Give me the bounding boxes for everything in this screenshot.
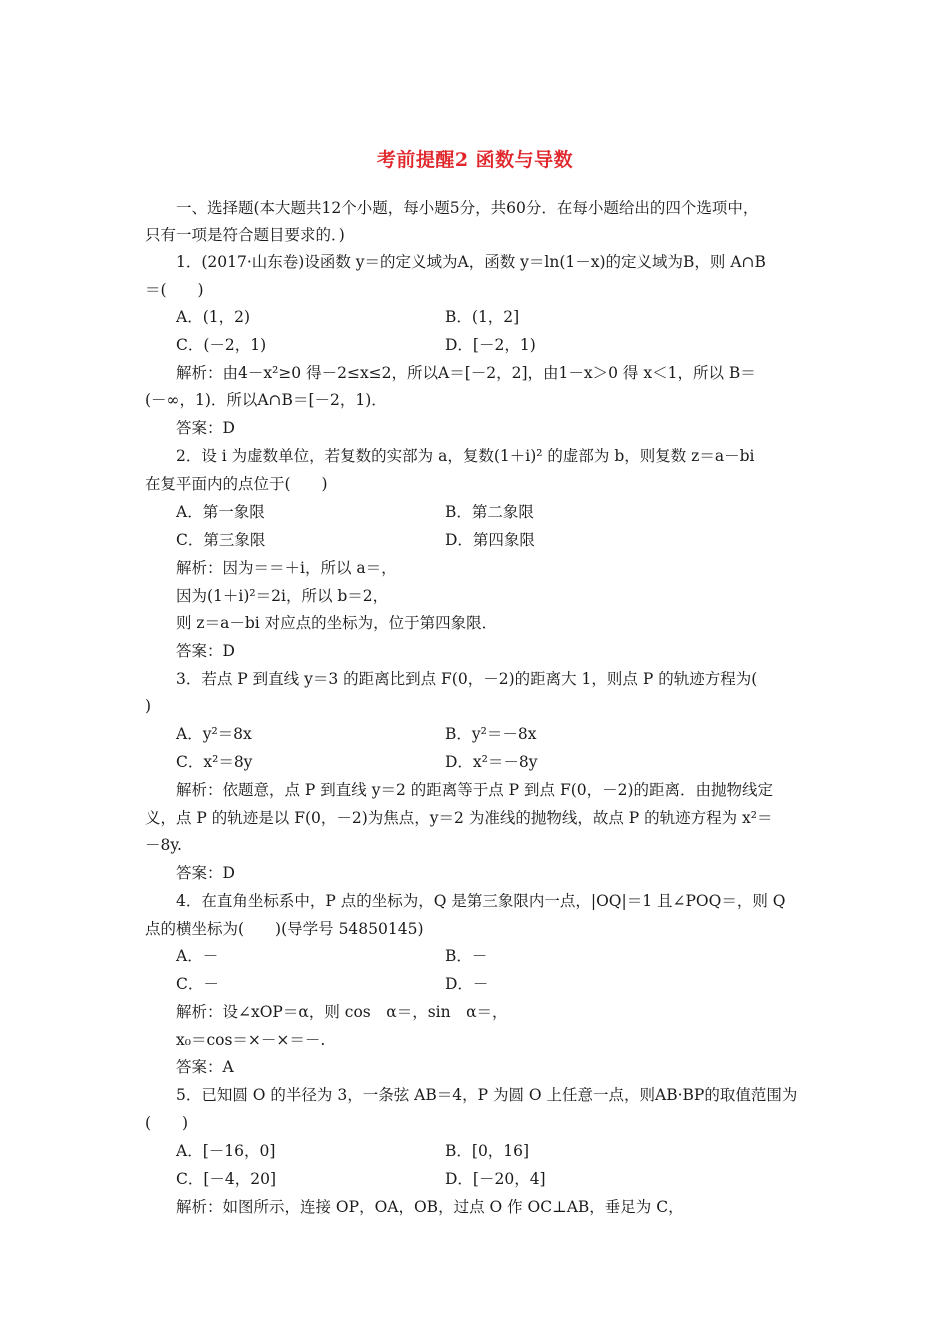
q2-stem-1: 2．设 i 为虚数单位，若复数的实部为 a，复数(1＋i)² 的虚部为 b，则复数 z＝a－bi <box>176 447 755 465</box>
page-title: 考前提醒2 函数与导数 <box>376 149 574 171</box>
q1-stem-1: 1．(2017·山东卷)设函数 y＝的定义域为A，函数 y＝ln(1－x)的定义域为B，则 A∩B <box>176 253 766 271</box>
q4-answer: 答案：A <box>176 1058 234 1076</box>
q4-option-b: B．－ <box>445 947 488 965</box>
q3-option-d: D．x²＝－8y <box>445 753 538 771</box>
q2-option-c: C．第三象限 <box>176 531 266 549</box>
q1-option-b: B．(1，2] <box>445 308 520 326</box>
q2-option-b: B．第二象限 <box>445 503 534 521</box>
q2-analysis-1: 解析：因为＝＝＋i，所以 a＝， <box>176 559 397 577</box>
q4-stem-1: 4．在直角坐标系中，P 点的坐标为，Q 是第三象限内一点，|OQ|＝1 且∠POQ＝，则 Q <box>176 892 786 910</box>
q3-analysis-2: 义，点 P 的轨迹是以 F(0，－2)为焦点，y＝2 为准线的抛物线，故点 P 的轨迹方程为 x²＝ <box>145 809 773 827</box>
q1-option-a: A．(1，2) <box>176 308 251 326</box>
q3-option-b: B．y²＝－8x <box>445 725 537 743</box>
q3-stem-1: 3．若点 P 到直线 y＝3 的距离比到点 F(0，－2)的距离大 1，则点 P 的轨迹方程为( <box>176 670 758 688</box>
q5-option-d: D．[－20，4] <box>445 1170 546 1188</box>
q5-analysis-1: 解析：如图所示，连接 OP，OA，OB，过点 O 作 OC⊥AB，垂足为 C， <box>176 1198 684 1216</box>
q1-option-d: D．[－2，1) <box>445 336 536 354</box>
q5-option-b: B．[0，16] <box>445 1142 530 1160</box>
q3-analysis-3: －8y. <box>145 836 182 854</box>
q5-stem-2: ( ) <box>145 1114 189 1132</box>
q2-option-d: D．第四象限 <box>445 531 535 549</box>
q4-option-c: C．－ <box>176 975 219 993</box>
intro-line-2: 只有一项是符合题目要求的．) <box>145 226 345 244</box>
q3-option-c: C．x²＝8y <box>176 753 253 771</box>
q4-analysis-1: 解析：设∠xOP＝α，则 cos α＝，sin α＝， <box>176 1003 508 1021</box>
q1-analysis-2: (－∞，1)．所以A∩B＝[－2，1)． <box>145 391 387 409</box>
q4-option-d: D．－ <box>445 975 489 993</box>
q1-option-c: C．(－2，1) <box>176 336 267 354</box>
q3-stem-2: ) <box>145 697 152 715</box>
q5-stem-1: 5．已知圆 O 的半径为 3，一条弦 AB＝4，P 为圆 O 上任意一点，则AB·BP的取值范围为 <box>176 1086 798 1104</box>
q2-analysis-2: 因为(1＋i)²＝2i，所以 b＝2， <box>176 587 389 605</box>
intro-line-1: 一、选择题(本大题共12个小题，每小题5分，共60分．在每小题给出的四个选项中， <box>176 199 759 217</box>
q3-answer: 答案：D <box>176 864 235 882</box>
q4-analysis-2: x₀＝cos＝×－×＝－. <box>176 1031 326 1049</box>
q4-stem-2: 点的横坐标为( )(导学号 54850145) <box>145 920 424 938</box>
q2-stem-2: 在复平面内的点位于( ) <box>145 475 328 493</box>
q5-option-c: C．[－4，20] <box>176 1170 277 1188</box>
q3-option-a: A．y²＝8x <box>176 725 252 743</box>
q1-analysis-1: 解析：由4－x²≥0 得－2≤x≤2，所以A＝[－2，2]，由1－x＞0 得 x＜1，所以 B＝ <box>176 364 756 382</box>
q4-option-a: A．－ <box>176 947 219 965</box>
q3-analysis-1: 解析：依题意，点 P 到直线 y＝2 的距离等于点 P 到点 F(0，－2)的距离．由抛物线定 <box>176 781 774 799</box>
q2-analysis-3: 则 z＝a－bi 对应点的坐标为，位于第四象限． <box>176 614 498 632</box>
q1-stem-2: ＝( ) <box>145 281 204 299</box>
q5-option-a: A．[－16，0] <box>176 1142 276 1160</box>
q1-answer: 答案：D <box>176 419 235 437</box>
q2-option-a: A．第一象限 <box>176 503 265 521</box>
q2-answer: 答案：D <box>176 642 235 660</box>
